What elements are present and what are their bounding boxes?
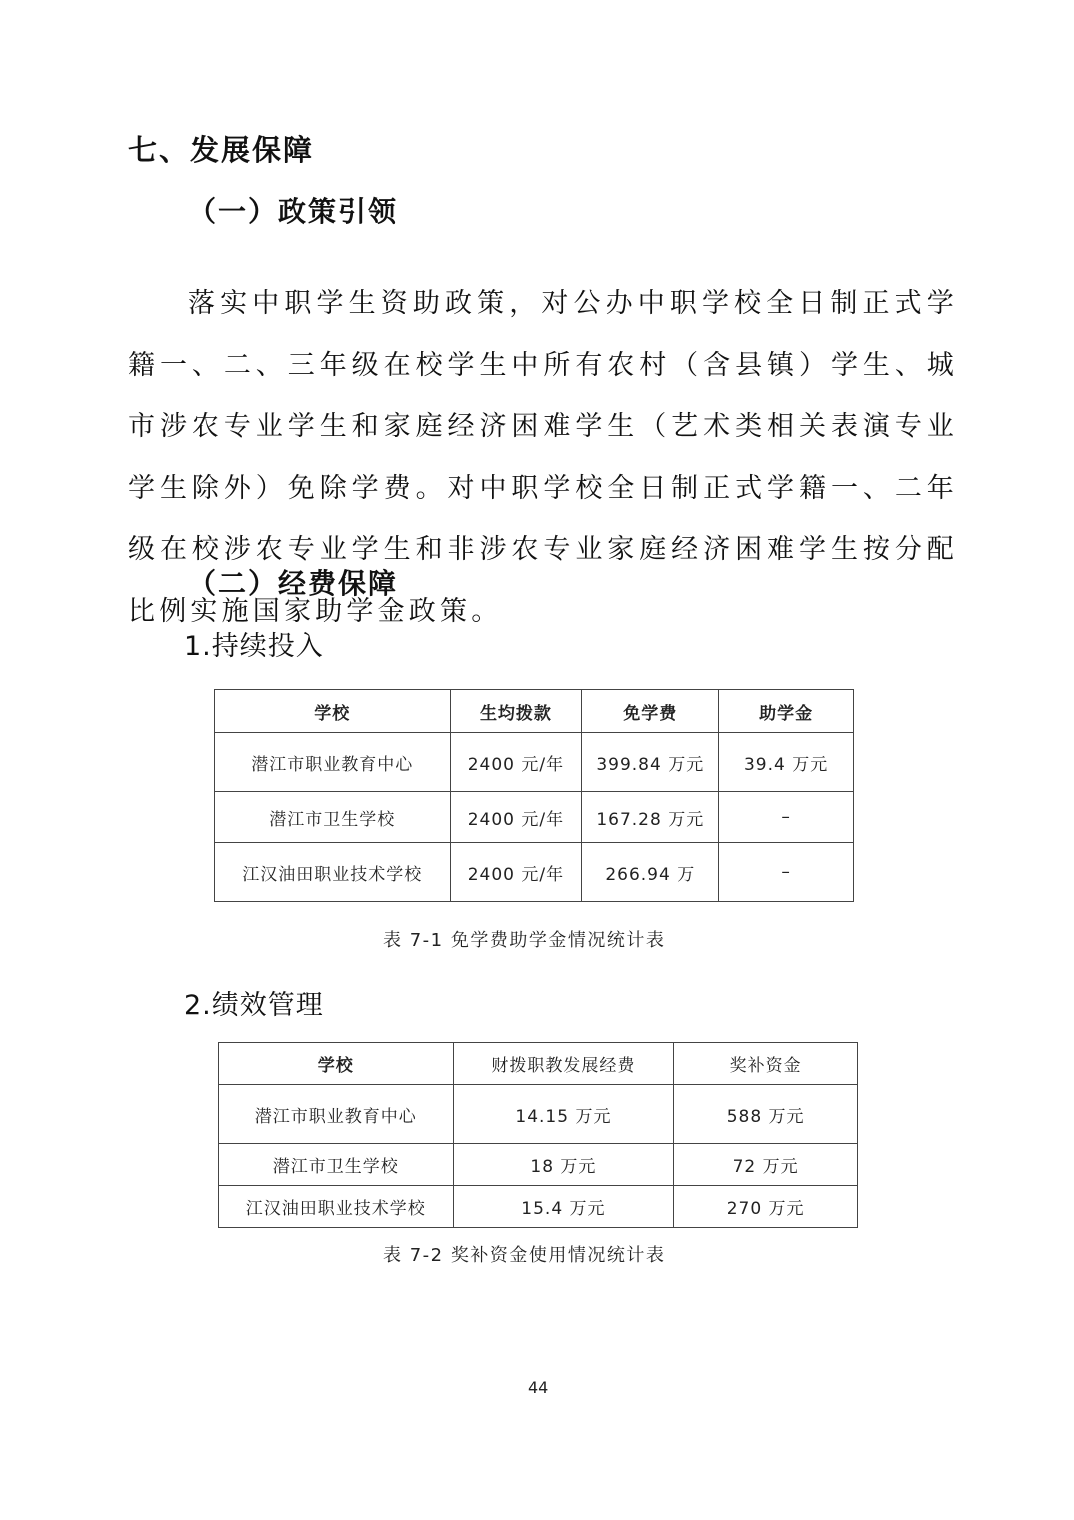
table-row <box>219 1085 858 1144</box>
item-title-performance: 2.绩效管理 <box>184 990 324 1021</box>
table-cell: 18 万元 <box>453 1144 674 1186</box>
table-row <box>215 843 854 902</box>
table-cell: 2400 元/年 <box>450 733 582 792</box>
table-row <box>219 1144 858 1186</box>
funding-table <box>214 689 854 902</box>
table-header-cell: 学校 <box>215 690 451 733</box>
table-cell: 72 万元 <box>674 1144 858 1186</box>
table-header-cell: 免学费 <box>582 690 719 733</box>
table-caption: 表 7-1 免学费助学金情况统计表 <box>383 930 666 951</box>
table-header-row <box>219 1043 858 1085</box>
table-cell: 39.4 万元 <box>719 733 854 792</box>
section-title: 七、发展保障 <box>128 133 315 167</box>
table-caption: 表 7-2 奖补资金使用情况统计表 <box>383 1245 666 1266</box>
table-cell: 江汉油田职业技术学校 <box>215 843 451 902</box>
performance-table <box>218 1042 858 1228</box>
table-header-cell: 财拨职教发展经费 <box>453 1043 674 1085</box>
table-cell: – <box>719 792 854 843</box>
table-cell: 167.28 万元 <box>582 792 719 843</box>
table-row <box>215 792 854 843</box>
table-header-cell: 学校 <box>219 1043 454 1085</box>
policy-paragraph: 落实中职学生资助政策，对公办中职学校全日制正式学籍一、二、三年级在校学生中所有农村（含县镇）学生、城市涉农专业学生和家庭经济困难学生（艺术类相关表演专业学生除外）免除学费。对中职学校全日制正式学籍一、二年级在校涉农专业学生和非涉农专业家庭经济困难学生按分配比例实施国家助学金政策。 <box>128 288 958 627</box>
table-cell: 2400 元/年 <box>450 843 582 902</box>
table-cell: 14.15 万元 <box>453 1085 674 1144</box>
table-cell: 588 万元 <box>674 1085 858 1144</box>
table-cell: 潜江市职业教育中心 <box>219 1085 454 1144</box>
table-row <box>219 1186 858 1228</box>
table-cell: 15.4 万元 <box>453 1186 674 1228</box>
subsection-title-policy: （一）政策引领 <box>188 195 399 228</box>
table-cell: 潜江市卫生学校 <box>215 792 451 843</box>
table-header-cell: 奖补资金 <box>674 1043 858 1085</box>
table-cell: 江汉油田职业技术学校 <box>219 1186 454 1228</box>
table-header-row <box>215 690 854 733</box>
table-cell: 399.84 万元 <box>582 733 719 792</box>
table-cell: 270 万元 <box>674 1186 858 1228</box>
table-cell: 潜江市卫生学校 <box>219 1144 454 1186</box>
table-cell: 2400 元/年 <box>450 792 582 843</box>
page-number: 44 <box>528 1378 549 1397</box>
table-cell: 潜江市职业教育中心 <box>215 733 451 792</box>
table-header-cell: 助学金 <box>719 690 854 733</box>
subsection-title-funding: （二）经费保障 <box>188 567 399 600</box>
table-header-cell: 生均拨款 <box>450 690 582 733</box>
item-title-investment: 1.持续投入 <box>184 631 324 662</box>
table-cell: 266.94 万 <box>582 843 719 902</box>
table-cell: – <box>719 843 854 902</box>
table-row <box>215 733 854 792</box>
